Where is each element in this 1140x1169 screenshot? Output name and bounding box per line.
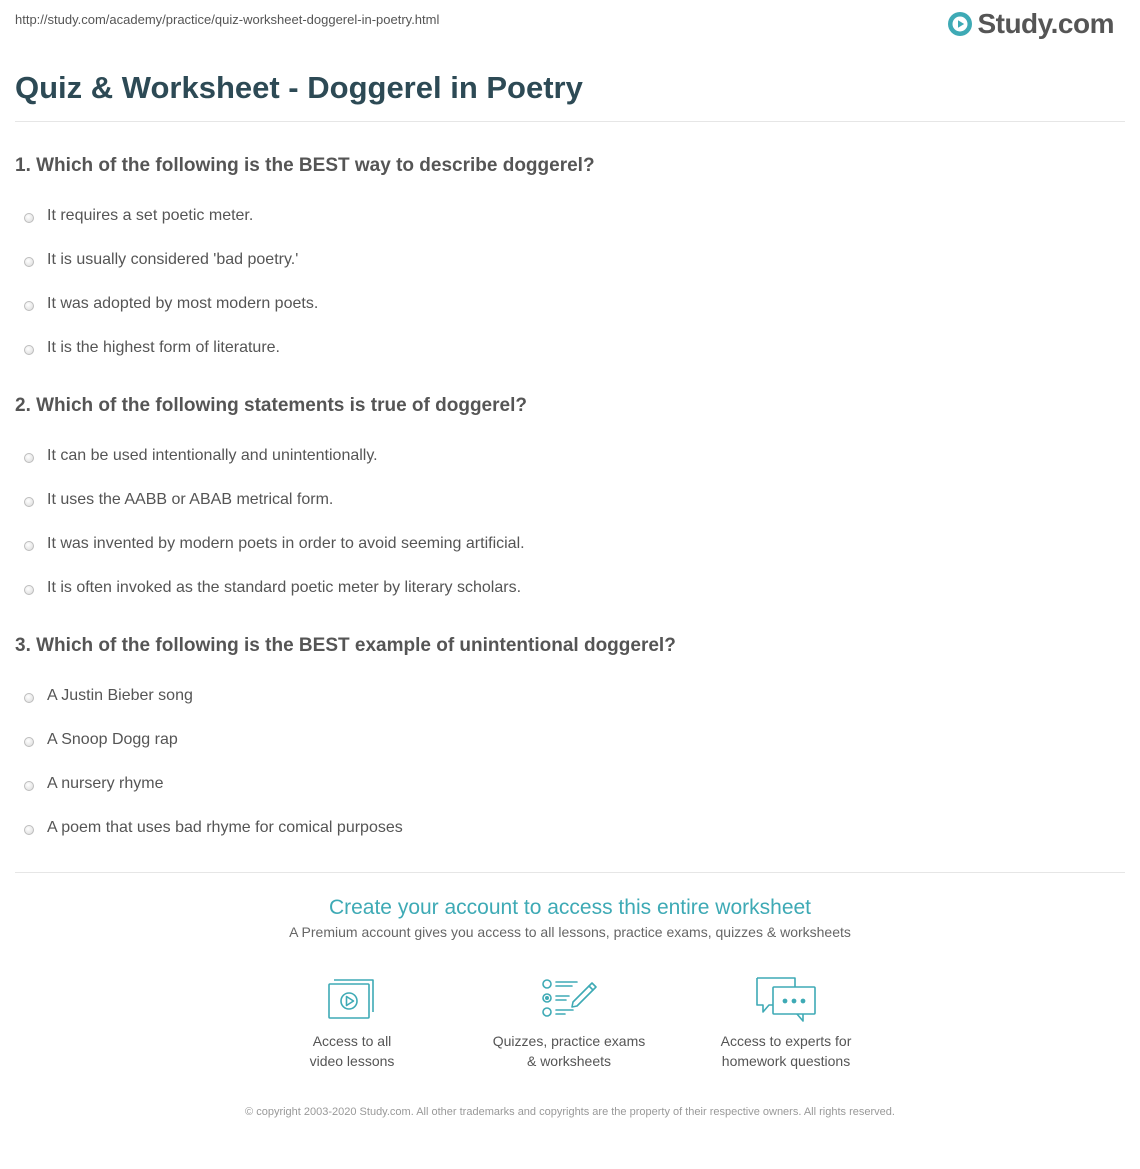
option-label: A Snoop Dogg rap [47, 731, 178, 748]
feature-quizzes [469, 975, 669, 1071]
option-label: A nursery rhyme [47, 775, 164, 792]
page-title: Quiz & Worksheet - Doggerel in Poetry [15, 70, 583, 105]
question-2 [15, 395, 1125, 615]
radio-button[interactable] [24, 541, 34, 551]
chat-bubbles-icon [753, 975, 819, 1027]
feature-list [0, 975, 1140, 1085]
answer-option[interactable] [15, 811, 1125, 855]
question-1 [15, 155, 1125, 375]
answer-option[interactable] [15, 331, 1125, 375]
logo-text: Study.com [977, 8, 1114, 39]
cta-title-link[interactable]: Create your account to access this entire worksheet [328, 896, 812, 919]
radio-button[interactable] [24, 345, 34, 355]
radio-button[interactable] [24, 453, 34, 463]
answer-option[interactable] [15, 571, 1125, 615]
feature-label-line1: Access to experts for [720, 1033, 852, 1049]
radio-button[interactable] [24, 781, 34, 791]
radio-button[interactable] [24, 737, 34, 747]
option-label: It uses the AABB or ABAB metrical form. [47, 491, 334, 508]
answer-options [15, 679, 1125, 855]
option-label: A poem that uses bad rhyme for comical purposes [47, 819, 403, 836]
radio-button[interactable] [24, 257, 34, 267]
question-text: 2. Which of the following statements is true of doggerel? [15, 395, 527, 416]
copyright-notice: © copyright 2003-2020 Study.com. All other trademarks and copyrights are the property of their respective owners. All rights reserved. [245, 1106, 895, 1118]
play-circle-icon [947, 11, 973, 37]
option-label: It is often invoked as the standard poetic meter by literary scholars. [47, 579, 522, 596]
question-text: 1. Which of the following is the BEST way to describe doggerel? [15, 155, 595, 176]
radio-button[interactable] [24, 301, 34, 311]
cta-subtitle: A Premium account gives you access to all lessons, practice exams, quizzes & worksheets [289, 924, 851, 940]
signup-cta [0, 896, 1140, 940]
answer-option[interactable] [15, 767, 1125, 811]
radio-button[interactable] [24, 693, 34, 703]
feature-label-line1: Access to all [312, 1033, 392, 1049]
answer-options [15, 199, 1125, 375]
feature-label-line1: Quizzes, practice exams [492, 1033, 646, 1049]
quiz-checklist-icon [539, 975, 599, 1021]
answer-option[interactable] [15, 439, 1125, 483]
answer-option[interactable] [15, 483, 1125, 527]
answer-options [15, 439, 1125, 615]
option-label: It was invented by modern poets in order to avoid seeming artificial. [47, 535, 525, 552]
feature-label-line2: video lessons [309, 1053, 395, 1069]
answer-option[interactable] [15, 287, 1125, 331]
feature-experts [686, 975, 886, 1071]
answer-option[interactable] [15, 243, 1125, 287]
radio-button[interactable] [24, 497, 34, 507]
option-label: A Justin Bieber song [47, 687, 193, 704]
cta-divider [15, 872, 1125, 873]
option-label: It is the highest form of literature. [47, 339, 280, 356]
feature-video-lessons [252, 975, 452, 1071]
radio-button[interactable] [24, 585, 34, 595]
answer-option[interactable] [15, 199, 1125, 243]
answer-option[interactable] [15, 679, 1125, 723]
study-logo[interactable] [947, 8, 1114, 40]
video-lessons-icon [326, 975, 378, 1021]
option-label: It can be used intentionally and unintentionally. [47, 447, 378, 464]
radio-button[interactable] [24, 825, 34, 835]
question-3 [15, 635, 1125, 855]
feature-label-line2: homework questions [721, 1053, 851, 1069]
radio-button[interactable] [24, 213, 34, 223]
option-label: It requires a set poetic meter. [47, 207, 254, 224]
option-label: It was adopted by most modern poets. [47, 295, 319, 312]
feature-label-line2: & worksheets [526, 1053, 612, 1069]
answer-option[interactable] [15, 723, 1125, 767]
page-url: http://study.com/academy/practice/quiz-worksheet-doggerel-in-poetry.html [15, 12, 440, 27]
answer-option[interactable] [15, 527, 1125, 571]
question-text: 3. Which of the following is the BEST example of unintentional doggerel? [15, 635, 676, 656]
option-label: It is usually considered 'bad poetry.' [47, 251, 299, 268]
title-divider [15, 121, 1125, 122]
